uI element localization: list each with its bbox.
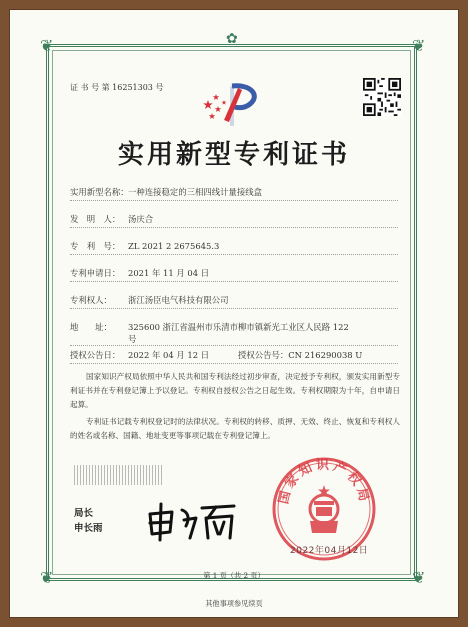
field-label: 专 利 号： <box>70 241 121 251</box>
field-value: 浙江汤臣电气科技有限公司 <box>128 295 229 305</box>
corner-ornament-icon: ❦ <box>412 36 426 55</box>
divider <box>70 345 398 346</box>
field-value: 2022 年 04 月 12 日 <box>128 350 210 360</box>
corner-ornament-icon: ❦ <box>40 36 54 55</box>
legal-status-statement: 专利证书记载专利权登记时的法律状况。专利权的转移、质押、无效、终止、恢复和专利权人的姓名或名称、国籍、地址变更等事项记载在专利登记簿上。 <box>70 417 400 440</box>
divider <box>70 227 398 228</box>
divider <box>70 281 398 282</box>
divider <box>70 254 398 255</box>
field-inventor <box>70 213 153 225</box>
field-label: 实用新型名称： <box>70 187 129 197</box>
field-value: CN 216290038 U <box>288 350 363 360</box>
barcode-stripe <box>74 465 164 485</box>
corner-ornament-icon: ❦ <box>40 568 54 587</box>
field-value: 汤庆合 <box>128 214 154 224</box>
qr-code-icon <box>363 78 401 116</box>
field-label: 专利申请日： <box>70 268 121 278</box>
footer-note: 其他事项参见续页 <box>205 599 263 608</box>
director-signature <box>146 500 241 542</box>
seal-date: 2022年04月12日 <box>290 546 369 556</box>
seal-text: 国家知识产权局 <box>276 458 372 506</box>
divider <box>70 308 398 309</box>
field-value: 2021 年 11 月 04 日 <box>128 268 210 278</box>
field-grant-date <box>70 349 362 361</box>
field-patentee <box>70 294 229 306</box>
director-title: 局长 <box>74 508 94 519</box>
field-label: 地 址： <box>70 322 112 332</box>
page-indicator: 第 1 页（共 2 页） <box>203 571 265 580</box>
field-address-line2: 号 <box>128 334 137 344</box>
certificate-title: 实用新型专利证书 <box>117 140 350 170</box>
divider <box>70 200 398 201</box>
field-value: ZL 2021 2 2675645.3 <box>128 241 220 251</box>
field-label: 专利权人： <box>70 295 112 305</box>
director-name: 申长雨 <box>74 523 103 534</box>
divider <box>70 363 398 364</box>
field-label: 发 明 人： <box>70 214 121 224</box>
grant-statement: 国家知识产权局依照中华人民共和国专利法经过初步审查，决定授予专利权，颁发实用新型专利证书并在专利登记簿上予以登记。专利权自授权公告之日起生效。专利权期限为十年，自申请日起算。 <box>70 372 400 409</box>
field-patent-number <box>70 240 219 252</box>
certificate-number: 证 书 号 第 16251303 号 <box>70 83 164 92</box>
field-address <box>70 321 349 333</box>
patent-office-logo <box>198 80 270 130</box>
field-application-date <box>70 267 209 279</box>
corner-ornament-icon: ❦ <box>412 568 426 587</box>
field-value: 325600 浙江省温州市乐清市柳市镇新光工业区人民路 122 <box>128 322 349 332</box>
svg-text:国家知识产权局 <box>275 457 371 505</box>
field-label: 授权公告号： <box>238 350 289 360</box>
field-value: 一种连接稳定的三相四线计量接线盒 <box>128 187 262 197</box>
field-label: 授权公告日： <box>70 350 121 360</box>
field-utility-model-name <box>70 186 262 198</box>
top-ornament-icon: ✿ <box>226 31 238 47</box>
